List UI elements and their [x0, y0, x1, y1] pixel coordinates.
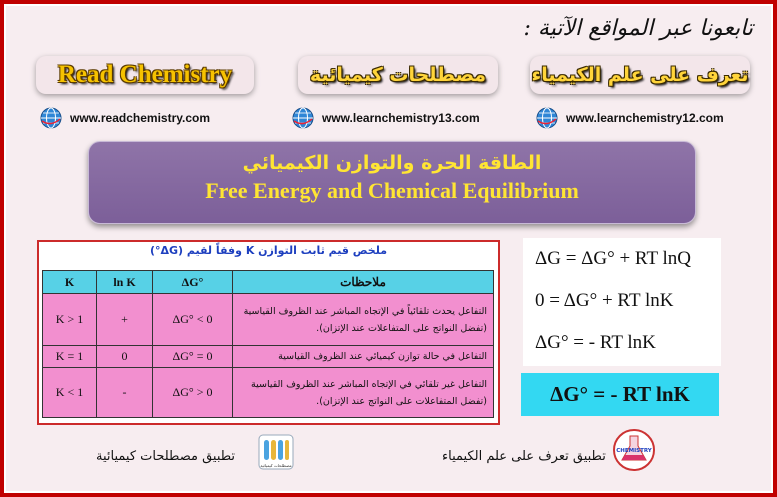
col-header-dg: ΔG° [153, 271, 233, 294]
site-url: www.learnchemistry13.com [322, 111, 480, 125]
brand-label: Read Chemistry [57, 61, 233, 88]
chemistry-flask-icon [612, 428, 656, 472]
cell-k: K < 1 [43, 368, 97, 418]
site-url: www.learnchemistry12.com [566, 111, 724, 125]
globe-icon [536, 107, 558, 129]
summary-table [42, 270, 494, 418]
site-link-learnchemistry12[interactable] [536, 107, 724, 129]
brand-banner-learn-chemistry[interactable] [530, 56, 750, 94]
title-english: Free Energy and Chemical Equilibrium [205, 178, 579, 203]
summary-table-box [37, 240, 500, 425]
table-caption: ملخص قيم ثابت التوازن K وفقاً لقيم (ΔG°) [149, 244, 388, 257]
cell-k: K = 1 [43, 346, 97, 368]
cell-lnk: - [97, 368, 153, 418]
svg-text:مصطلحات كيميائية: مصطلحات كيميائية [260, 463, 292, 468]
equation-1: ΔG = ΔG° + RT lnQ [535, 248, 691, 269]
cell-dg: ΔG° < 0 [153, 294, 233, 346]
cell-dg: ΔG° = 0 [153, 346, 233, 368]
equation-2: 0 = ΔG° + RT lnK [535, 290, 674, 311]
highlighted-equation: ΔG° = - RT lnK [521, 373, 719, 416]
cell-note: التفاعل يحدث تلقائياً في الإتجاه المباشر عند الظروف القياسية (تفضل النواتج على المتفاعلات عند الإتزان). [233, 294, 494, 346]
site-link-learnchemistry13[interactable] [292, 107, 480, 129]
col-header-notes: ملاحظات [233, 271, 494, 294]
app-terms-label[interactable]: تطبيق مصطلحات كيميائية [96, 449, 236, 464]
title-arabic: الطاقة الحرة والتوازن الكيميائي [242, 152, 542, 174]
table-row [43, 294, 494, 346]
col-header-k: K [43, 271, 97, 294]
app-learn-logo[interactable] [612, 428, 656, 476]
cell-k: K > 1 [43, 294, 97, 346]
brand-banner-chem-terms[interactable] [298, 56, 498, 94]
col-header-lnk: ln K [97, 271, 153, 294]
cell-dg: ΔG° > 0 [153, 368, 233, 418]
title-box [88, 141, 696, 224]
globe-icon [40, 107, 62, 129]
brand-label: مصطلحات كيميائية [309, 64, 487, 86]
cell-note: التفاعل غير تلقائي في الإتجاه المباشر عند الظروف القياسية (تفضل المتفاعلات على النواتج عند الإتزان). [233, 368, 494, 418]
globe-icon [292, 107, 314, 129]
table-header-row [43, 271, 494, 294]
app-learn-label[interactable]: تطبيق تعرف على علم الكيمياء [442, 449, 606, 464]
brand-banner-read-chemistry[interactable] [36, 56, 254, 94]
site-link-readchemistry[interactable] [40, 107, 210, 129]
table-row [43, 368, 494, 418]
equation-3: ΔG° = - RT lnK [535, 332, 656, 353]
cell-lnk: + [97, 294, 153, 346]
app-terms-logo[interactable] [258, 434, 294, 474]
site-url: www.readchemistry.com [70, 111, 211, 125]
brand-label: تعرف على علم الكيمياء [531, 64, 749, 86]
follow-us-text: تابعونا عبر المواقع الآتية : [523, 16, 753, 41]
cell-note: التفاعل في حالة توازن كيميائي عند الظروف القياسية [233, 346, 494, 368]
cell-lnk: 0 [97, 346, 153, 368]
svg-text:CHEMISTRY: CHEMISTRY [616, 448, 652, 454]
table-row [43, 346, 494, 368]
test-tubes-icon [258, 434, 294, 470]
equations-box [523, 238, 721, 366]
